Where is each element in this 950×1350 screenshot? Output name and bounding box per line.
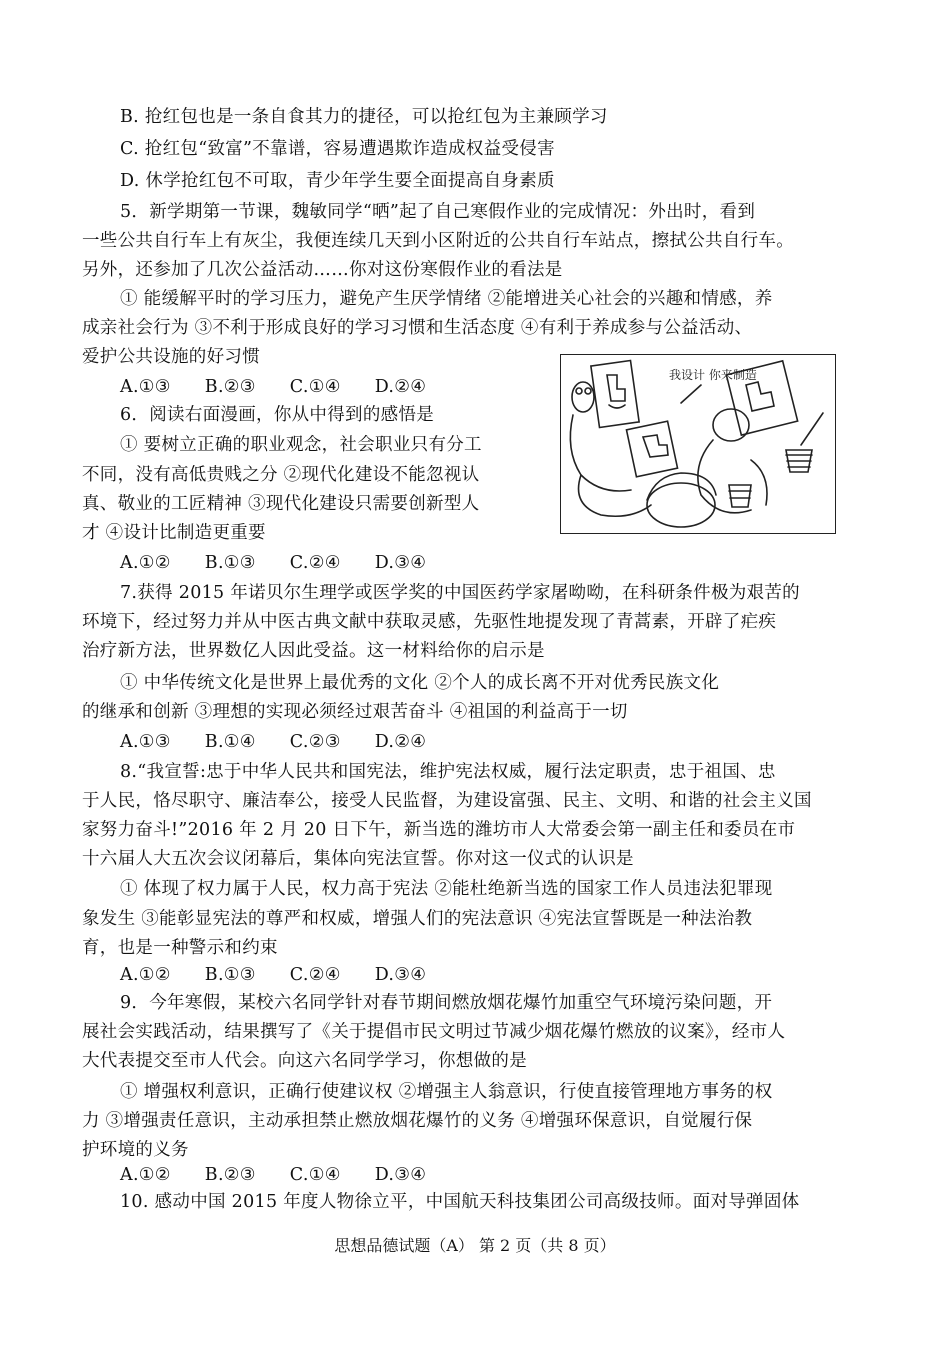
q6-statement-line: 真、敬业的工匠精神 ③现代化建设只需要创新型人 (82, 494, 480, 514)
q6-statement-line: 不同，没有高低贵贱之分 ②现代化建设不能忽视认 (82, 465, 480, 485)
q6-stem: 6．阅读右面漫画，你从中得到的感悟是 (120, 405, 435, 425)
q5-stem-line: 另外，还参加了几次公益活动……你对这份寒假作业的看法是 (82, 260, 563, 280)
q5-stem-line: 5．新学期第一节课，魏敏同学“晒”起了自己寒假作业的完成情况：外出时，看到 (120, 202, 756, 222)
q8-option: D.③④ (374, 965, 427, 985)
q4-option-b: B. 抢红包也是一条自食其力的捷径，可以抢红包为主兼顾学习 (120, 107, 608, 127)
q8-statement-line: 育，也是一种警示和约束 (82, 938, 278, 958)
q8-option: B.①③ (204, 965, 256, 985)
q6-option: A.①② (120, 553, 171, 573)
q6-option: D.③④ (374, 553, 427, 573)
q7-option: B.①④ (204, 732, 256, 752)
q6-option: B.①③ (204, 553, 256, 573)
q9-options (120, 1162, 460, 1188)
q9-statement-line: 护环境的义务 (82, 1140, 189, 1160)
q4-option-d: D. 休学抢红包不可取，青少年学生要全面提高自身素质 (120, 171, 555, 191)
page-footer: 思想品德试题（A） 第 2 页（共 8 页） (334, 1236, 616, 1255)
q4-option-c: C. 抢红包“致富”不靠谱，容易遭遇欺诈造成权益受侵害 (120, 139, 555, 159)
q9-option: B.②③ (204, 1165, 256, 1185)
q7-option: C.②③ (289, 732, 341, 752)
q8-statement-line: 象发生 ③能彰显宪法的尊严和权威，增强人们的宪法意识 ④宪法宣誓既是一种法治教 (82, 909, 753, 929)
q9-option: D.③④ (374, 1165, 427, 1185)
q8-option: C.②④ (289, 965, 341, 985)
q7-statement-line: 的继承和创新 ③理想的实现必须经过艰苦奋斗 ④祖国的利益高于一切 (82, 702, 628, 722)
q7-stem-line: 环境下，经过努力并从中医古典文献中获取灵感，先驱性地提发现了青蒿素，开辟了疟疾 (82, 612, 777, 632)
q8-stem-line: 于人民，恪尽职守、廉洁奉公，接受人民监督，为建设富强、民主、文明、和谐的社会主义国 (82, 791, 812, 811)
cartoon-drawing (561, 355, 834, 532)
q7-options (120, 729, 460, 755)
q9-option: A.①② (120, 1165, 171, 1185)
q6-options (120, 550, 460, 576)
q8-stem-line: 家努力奋斗!”2016 年 2 月 20 日下午，新当选的潍坊市人大常委会第一副主任和委员在市 (82, 820, 796, 840)
q7-stem-line: 7.获得 2015 年诺贝尔生理学或医学奖的中国医药学家屠呦呦，在科研条件极为艰苦的 (120, 583, 800, 603)
q8-statement-line: ① 体现了权力属于人民，权力高于宪法 ②能杜绝新当选的国家工作人员违法犯罪现 (120, 879, 773, 899)
q8-option: A.①② (120, 965, 171, 985)
q7-option: D.②④ (374, 732, 427, 752)
q7-option: A.①③ (120, 732, 171, 752)
q5-statement-line: 成亲社会行为 ③不利于形成良好的学习习惯和生活态度 ④有利于养成参与公益活动、 (82, 318, 753, 338)
q5-option: D.②④ (374, 377, 427, 397)
q8-stem-line: 十六届人大五次会议闭幕后，集体向宪法宣誓。你对这一仪式的认识是 (82, 849, 634, 869)
q5-options (120, 374, 460, 400)
q5-statement-line: 爱护公共设施的好习惯 (82, 347, 260, 367)
q9-statement-line: ① 增强权利意识，正确行使建议权 ②增强主人翁意识，行使直接管理地方事务的权 (120, 1082, 773, 1102)
q6-statement-line: 才 ④设计比制造更重要 (82, 523, 266, 543)
q5-option: A.①③ (120, 377, 171, 397)
q8-stem-line: 8.“我宣誓:忠于中华人民共和国宪法，维护宪法权威，履行法定职责，忠于祖国、忠 (120, 762, 776, 782)
q9-stem-line: 9．今年寒假，某校六名同学针对春节期间燃放烟花爆竹加重空气环境污染问题，开 (120, 993, 773, 1013)
q9-stem-line: 展社会实践活动，结果撰写了《关于提倡市民文明过节减少烟花爆竹燃放的议案》，经市人 (82, 1022, 786, 1042)
q8-options (120, 962, 460, 988)
q9-statement-line: 力 ③增强责任意识，主动承担禁止燃放烟花爆竹的义务 ④增强环保意识，自觉履行保 (82, 1111, 753, 1131)
q9-option: C.①④ (289, 1165, 341, 1185)
q7-statement-line: ① 中华传统文化是世界上最优秀的文化 ②个人的成长离不开对优秀民族文化 (120, 673, 720, 693)
q5-stem-line: 一些公共自行车上有灰尘，我便连续几天到小区附近的公共自行车站点，擦拭公共自行车。 (82, 231, 794, 251)
cartoon-image (560, 354, 836, 534)
cartoon-caption: 我设计 你来制造 (669, 368, 757, 382)
q9-stem-line: 大代表提交至市人代会。向这六名同学学习，你想做的是 (82, 1051, 527, 1071)
q6-option: C.②④ (289, 553, 341, 573)
q5-option: C.①④ (289, 377, 341, 397)
q7-stem-line: 治疗新方法，世界数亿人因此受益。这一材料给你的启示是 (82, 641, 545, 661)
q10-stem-line: 10. 感动中国 2015 年度人物徐立平，中国航天科技集团公司高级技师。面对导弹固体 (120, 1192, 800, 1212)
q5-option: B.②③ (204, 377, 256, 397)
q5-statement-line: ① 能缓解平时的学习压力，避免产生厌学情绪 ②能增进关心社会的兴趣和情感，养 (120, 289, 773, 309)
q6-statement-line: ① 要树立正确的职业观念，社会职业只有分工 (120, 435, 482, 455)
